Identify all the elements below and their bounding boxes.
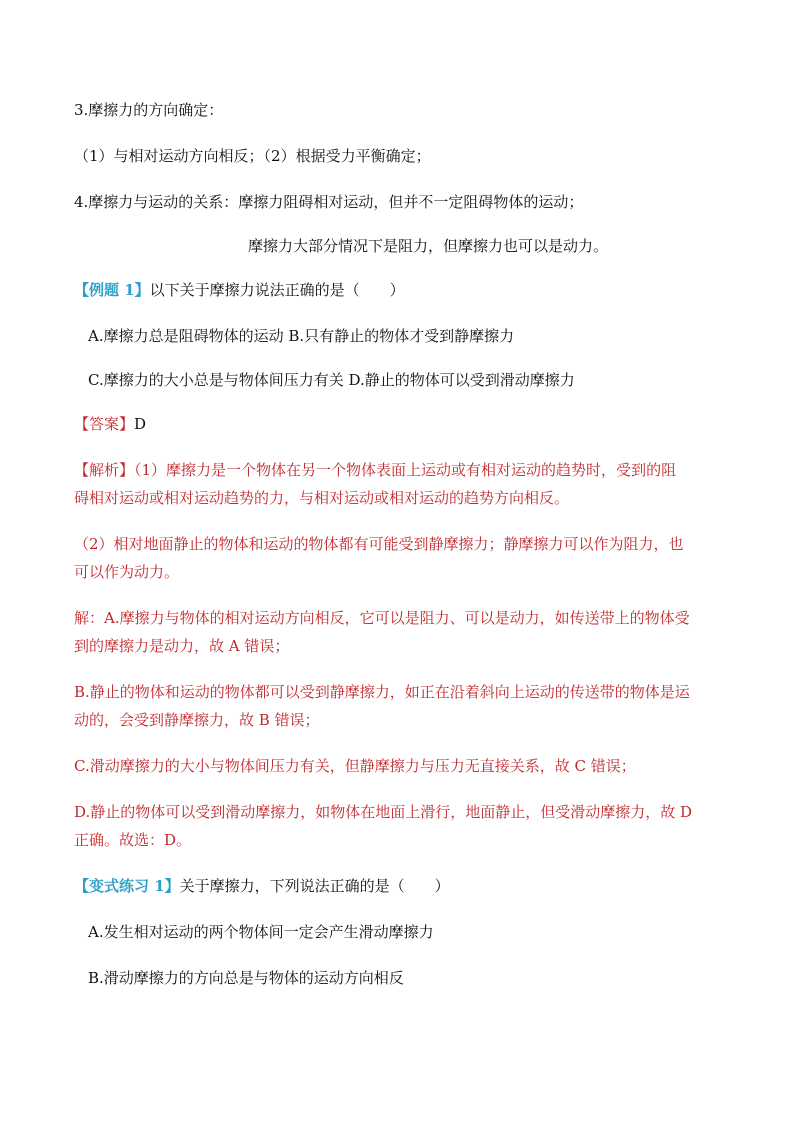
analysis-text-2b: 可以作为动力。: [74, 563, 180, 581]
example1-options-line2: C.摩擦力的大小总是与物体间压力有关 D.静止的物体可以受到滑动摩擦力: [88, 371, 575, 389]
section4-line1: 4.摩擦力与运动的关系：摩擦力阻碍相对运动，但并不一定阻碍物体的运动；: [74, 193, 584, 211]
example1-question-line: [74, 280, 405, 300]
section3-line: （1）与相对运动方向相反；（2）根据受力平衡确定；: [74, 147, 431, 165]
section3-heading: 3.摩擦力的方向确定：: [74, 101, 224, 119]
solution-b-line1: B.静止的物体和运动的物体都可以受到静摩擦力，如正在沿着斜向上运动的传送带的物体是运: [74, 683, 690, 701]
answer-tag: 【答案】: [74, 415, 135, 433]
solution-d-line1: D.静止的物体可以受到滑动摩擦力，如物体在地面上滑行，地面静止，但受滑动摩擦力，故 D: [74, 803, 693, 821]
practice1-option-b: B.滑动摩擦力的方向总是与物体的运动方向相反: [88, 969, 404, 987]
solution-c-line: C.滑动摩擦力的大小与物体间压力有关，但静摩擦力与压力无直接关系，故 C 错误；: [74, 757, 636, 775]
analysis-line1: [74, 460, 676, 480]
analysis-text-1a: （1）摩擦力是一个物体在另一个物体表面上运动或有相对运动的趋势时，受到的阻: [134, 461, 677, 479]
solution-b-line2: 动的，会受到静摩擦力，故 B 错误；: [74, 711, 320, 729]
practice1-option-a: A.发生相对运动的两个物体间一定会产生滑动摩擦力: [88, 923, 434, 941]
example1-question: 以下关于摩擦力说法正确的是（ ）: [149, 281, 405, 299]
practice1-question-line: [74, 876, 450, 896]
practice1-tag: 【变式练习 1】: [74, 877, 180, 895]
example1-tag: 【例题 1】: [74, 281, 150, 299]
example1-options-line1: A.摩擦力总是阻碍物体的运动 B.只有静止的物体才受到静摩擦力: [88, 327, 515, 345]
solution-a-line2: 到的摩擦力是动力，故 A 错误；: [74, 637, 290, 655]
analysis-tag: 【解析】: [74, 461, 135, 479]
practice1-question: 关于摩擦力，下列说法正确的是（ ）: [179, 877, 450, 895]
solution-d-line2: 正确。故选：D。: [74, 831, 192, 849]
analysis-text-2a: （2）相对地面静止的物体和运动的物体都有可能受到静摩擦力；静摩擦力可以作为阻力，也: [74, 535, 684, 553]
analysis-text-1b: 碍相对运动或相对运动趋势的力，与相对运动或相对运动的趋势方向相反。: [74, 489, 570, 507]
answer-line: [74, 414, 146, 434]
solution-a-line1: 解：A.摩擦力与物体的相对运动方向相反，它可以是阻力、可以是动力，如传送带上的物体受: [74, 609, 690, 627]
section4-line2: 摩擦力大部分情况下是阻力，但摩擦力也可以是动力。: [248, 237, 609, 255]
answer-value: D: [134, 415, 147, 433]
